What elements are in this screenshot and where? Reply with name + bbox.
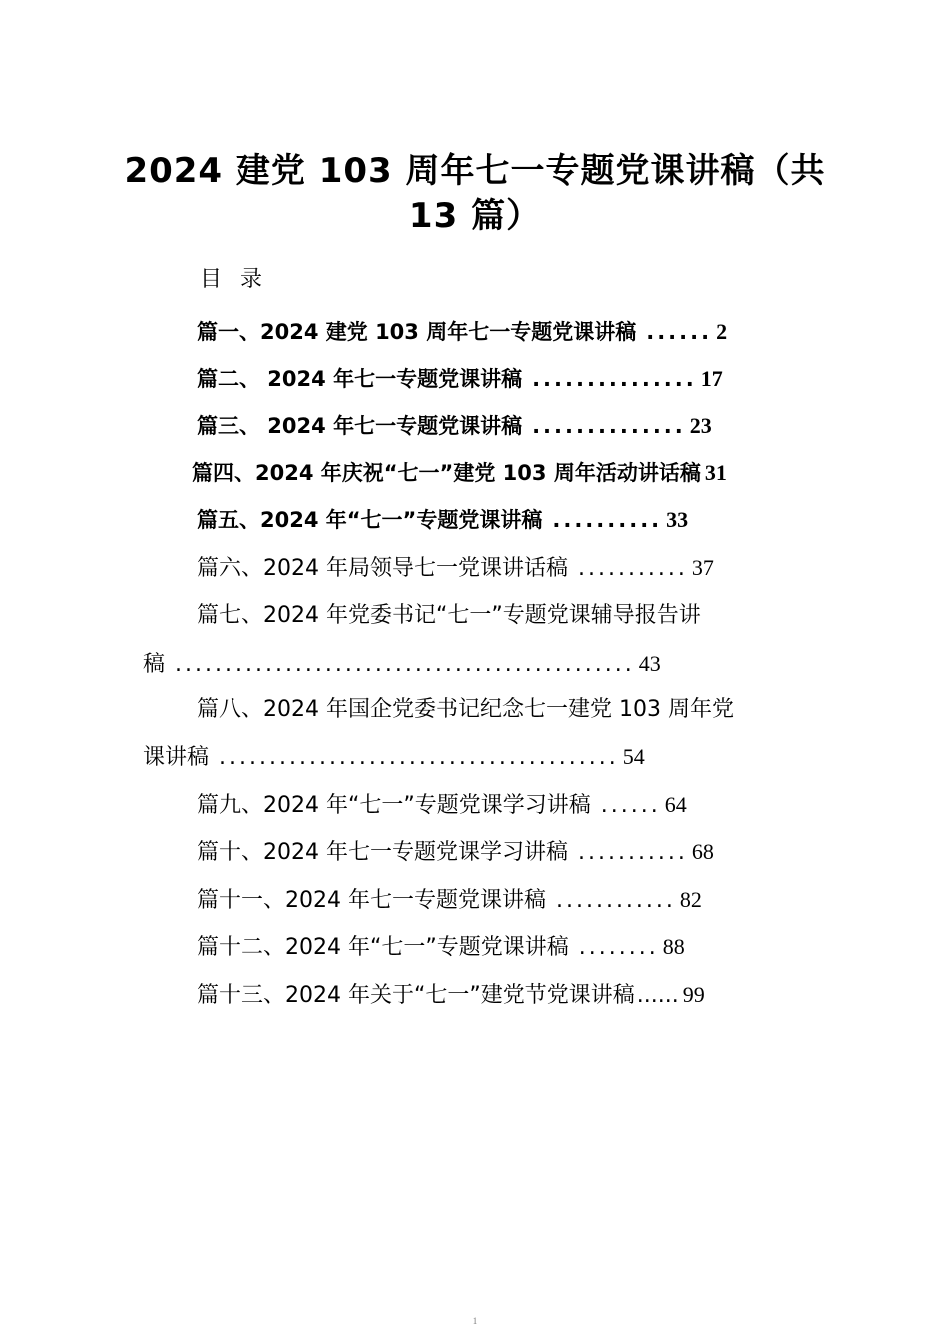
toc-page-number: 43 [638, 651, 661, 676]
toc-entry-label: 篇三、 2024 年七一专题党课讲稿 [197, 414, 523, 438]
toc-entry-label-continued: 课讲稿 [143, 745, 210, 770]
toc-entry-label: 篇六、2024 年局领导七一党课讲话稿 [197, 556, 568, 581]
toc-entry-label: 篇十三、2024 年关于“七一”建党节党课讲稿 [197, 983, 635, 1008]
toc-page-number: 54 [622, 744, 645, 769]
toc-entry-label: 篇十二、2024 年“七一”专题党课讲稿 [197, 935, 569, 960]
toc-page-number: 33 [666, 507, 689, 532]
toc-entry-5[interactable] [197, 504, 688, 534]
toc-page-number: 64 [664, 792, 687, 817]
toc-entry-label: 篇二、 2024 年七一专题党课讲稿 [197, 367, 523, 391]
toc-page-number: 2 [716, 319, 728, 344]
toc-entry-12[interactable] [197, 930, 685, 961]
toc-entry-6[interactable] [197, 551, 714, 582]
toc-page-number: 23 [689, 413, 712, 438]
toc-page-number: 88 [662, 934, 685, 959]
toc-leader-dots: ........... [577, 840, 688, 865]
toc-entry-11[interactable] [197, 883, 702, 914]
toc-entry-7[interactable] [197, 598, 701, 629]
toc-entry-10[interactable] [197, 835, 714, 866]
toc-entry-8[interactable] [197, 692, 734, 723]
page-number-footer: 1 [472, 1316, 478, 1326]
toc-entry-label-continued: 稿 [143, 652, 166, 677]
toc-leader-dots: ...... [646, 320, 713, 344]
toc-page-number: 31 [704, 460, 727, 485]
toc-leader-dots: ............ [555, 888, 676, 913]
toc-entry-label: 篇一、2024 建党 103 周年七一专题党课讲稿 [197, 320, 637, 344]
toc-leader-dots: ...... [600, 793, 661, 818]
document-title-line-2: 13 篇） [408, 196, 542, 236]
toc-leader-dots: .............................................. [175, 652, 635, 677]
toc-entry-8-continued[interactable] [143, 740, 645, 771]
toc-entry-13[interactable] [197, 978, 705, 1009]
toc-leader-dots: ........................................ [219, 745, 619, 770]
toc-leader-dots: ........... [577, 556, 688, 581]
toc-leader-dots: ............... [532, 367, 697, 391]
document-title-line-1: 2024 建党 103 周年七一专题党课讲稿（共 [124, 151, 826, 191]
toc-heading: 目录 [200, 267, 281, 292]
toc-page-number: 37 [691, 555, 714, 580]
toc-entry-label: 篇七、2024 年党委书记“七一”专题党课辅导报告讲 [197, 603, 701, 628]
toc-entry-label: 篇五、2024 年“七一”专题党课讲稿 [197, 508, 543, 532]
toc-leader-dots: .......... [552, 508, 663, 532]
toc-entry-label: 篇十、2024 年七一专题党课学习讲稿 [197, 840, 568, 865]
toc-page-number: 17 [700, 366, 723, 391]
toc-page-number: 82 [679, 887, 702, 912]
toc-entry-label: 篇十一、2024 年七一专题党课讲稿 [197, 888, 546, 913]
toc-entry-7-continued[interactable] [143, 647, 661, 678]
toc-entry-2[interactable] [197, 363, 723, 393]
toc-entry-1[interactable] [197, 316, 727, 346]
toc-page-number: 68 [691, 839, 714, 864]
toc-entry-label: 篇九、2024 年“七一”专题党课学习讲稿 [197, 793, 591, 818]
toc-entry-label: 篇四、2024 年庆祝“七一”建党 103 周年活动讲话稿 [192, 461, 701, 485]
toc-entry-9[interactable] [197, 788, 687, 819]
toc-entry-3[interactable] [197, 410, 712, 440]
toc-leader-dots: ...... [636, 983, 679, 1008]
toc-entry-label: 篇八、2024 年国企党委书记纪念七一建党 103 周年党 [197, 697, 734, 722]
toc-leader-dots: ........ [578, 935, 659, 960]
toc-leader-dots: .............. [532, 414, 686, 438]
toc-page-number: 99 [682, 982, 705, 1007]
toc-entry-4[interactable] [192, 457, 727, 487]
